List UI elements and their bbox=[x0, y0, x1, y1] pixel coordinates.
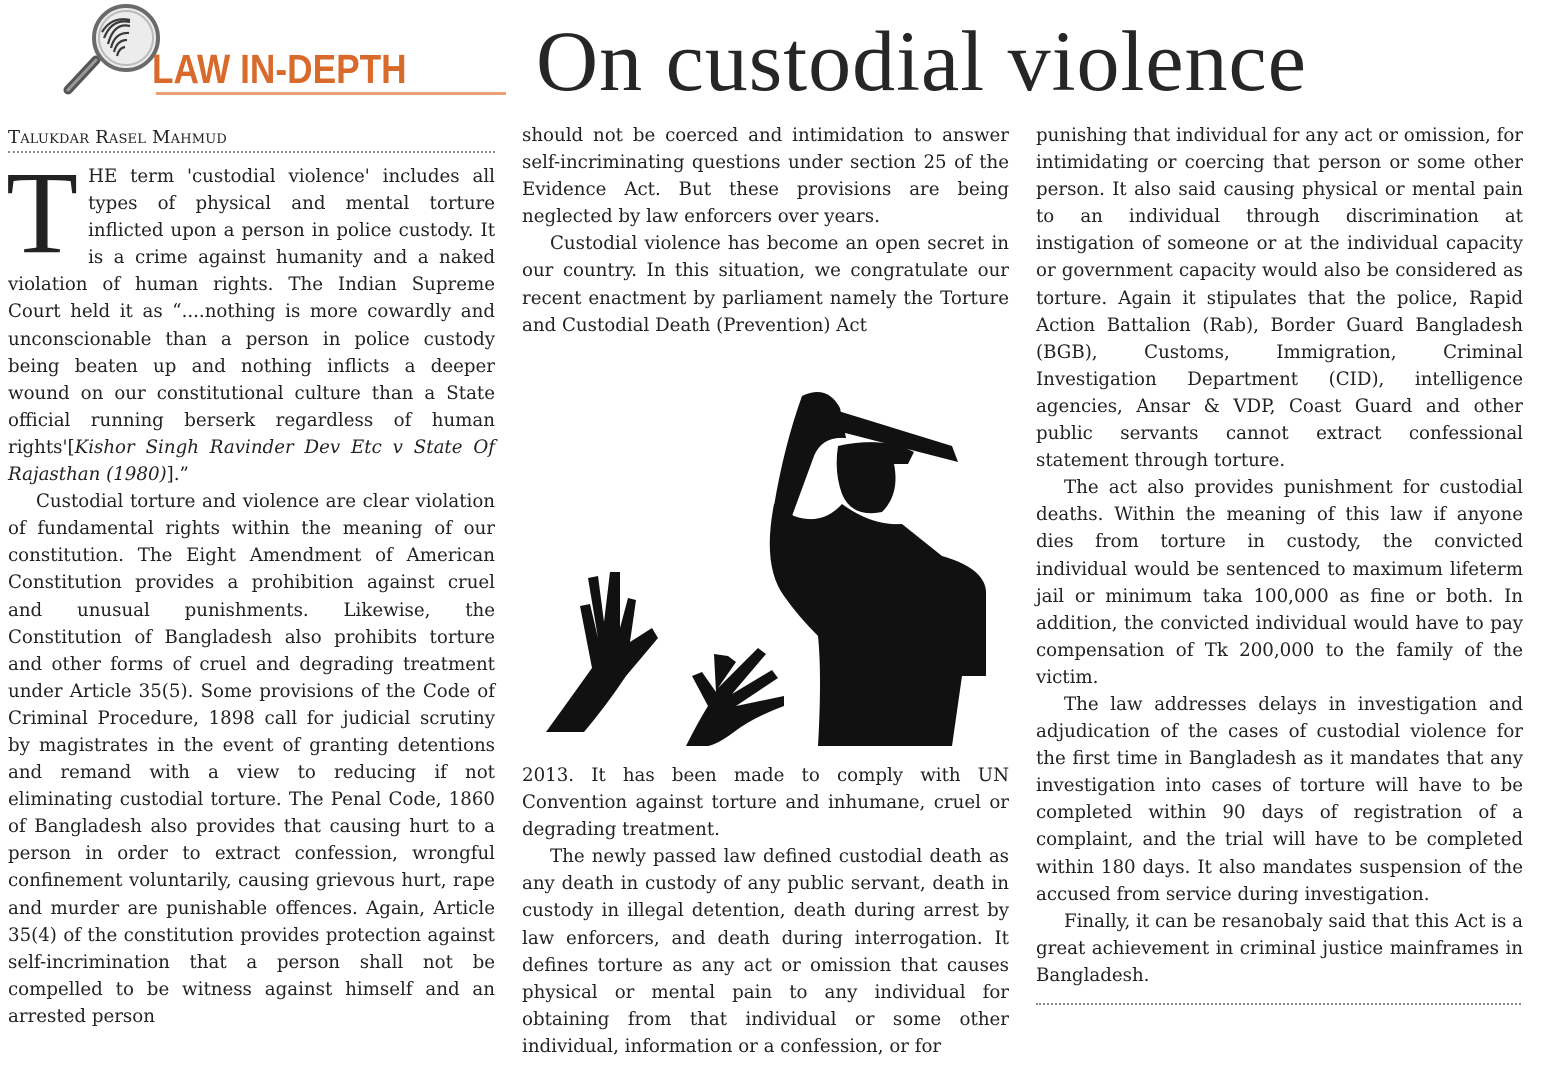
column-3 bbox=[1036, 122, 1523, 1005]
paragraph-10: Finally, it can be resanobaly said that this Act is a great achievement in criminal justice mainframes in Bangladesh. bbox=[1036, 910, 1523, 986]
column-2-bottom bbox=[522, 762, 1009, 1060]
column-2-top bbox=[522, 122, 1009, 339]
article-illustration bbox=[522, 376, 1009, 746]
paragraph-7: punishing that individual for any act or omission, for intimidating or coercing that person or some other person. It also said causing physical or mental pain to an individual through discrimination at instigation of someone or at the individual capacity or government capacity would also be considered as torture. Again it stipulates that the police, Rapid Action Battalion (Rab), Border Guard Bangladesh (BGB), Customs, Immigration, Criminal Investigation Department (CID), intelligence agencies, Ansar & VDP, Coast Guard and other public servants cannot extract confessional statement through torture. bbox=[1036, 125, 1523, 472]
paragraph-5: 2013. It has been made to comply with UN Convention against torture and inhumane, cruel or degrading treatment. bbox=[522, 765, 1009, 841]
paragraph-4: Custodial violence has become an open secret in our country. In this situation, we congratulate our recent enactment by parliament namely the Torture and Custodial Death (Prevention) Act bbox=[522, 233, 1009, 336]
section-label: LAW IN-DEPTH bbox=[152, 46, 407, 92]
drop-cap: T bbox=[6, 147, 79, 278]
police-baton-silhouette-icon bbox=[522, 376, 1009, 746]
byline-divider bbox=[8, 151, 495, 153]
case-citation: Kishor Singh Ravinder Dev Etc v State Of Rajasthan (1980) bbox=[8, 436, 495, 486]
section-underline bbox=[156, 92, 506, 95]
paragraph-3: should not be coerced and intimidation to answer self-incriminating questions under section 25 of the Evidence Act. But these provisions are being neglected by law enforcers over years. bbox=[522, 125, 1009, 228]
paragraph-8: The act also provides punishment for custodial deaths. Within the meaning of this law if anyone dies from torture in custody, the convicted individual would be sentenced to maximum lifeterm jail or minimum taka 100,000 as fine or both. In addition, the convicted individual would have to pay compensation of Tk 200,000 to the family of the victim. bbox=[1036, 477, 1523, 688]
article-headline: On custodial violence bbox=[536, 13, 1307, 109]
paragraph-1 bbox=[6, 147, 495, 488]
paragraph-6: The newly passed law defined custodial death as any death in custody of any public servant, death in custody in illegal detention, death during arrest by law enforcers, and death during interrogation. It defines torture as any act or omission that causes physical or mental pain to any individual for obtaining from that individual or some other individual, information or a confession, or for bbox=[522, 846, 1009, 1057]
article-end-divider bbox=[1036, 1003, 1521, 1005]
paragraph-1-tail: ].” bbox=[166, 464, 189, 486]
section-logo bbox=[60, 2, 460, 102]
byline: Talukdar Rasel Mahmud bbox=[8, 127, 228, 148]
article-header bbox=[0, 0, 1550, 118]
paragraph-2: Custodial torture and violence are clear violation of fundamental rights within the meaning of our constitution. The Eight Amendment of American Constitution provides a prohibition against cruel and unusual punishments. Likewise, the Constitution of Bangladesh also prohibits torture and other forms of cruel and degrading treatment under Article 35(5). Some provisions of the Code of Criminal Procedure, 1898 call for judicial scrutiny by magistrates in the event of granting detentions and remand with a view to reducing if not eliminating custodial torture. The Penal Code, 1860 of Bangladesh also provides that causing hurt to a person in order to extract confession, wrongful confinement voluntarily, causing grievous hurt, rape and murder are punishable offences. Again, Article 35(4) of the constitution provides protection against self-incrimination that a person shall not be compelled to be witness against himself and an arrested person bbox=[8, 491, 495, 1027]
column-1 bbox=[8, 122, 495, 1030]
paragraph-9: The law addresses delays in investigation and adjudication of the cases of custodial violence for the first time in Bangladesh as it mandates that any investigation into cases of torture will have to be completed within 90 days of registration of a complaint, and the trial will have to be completed within 180 days. It also mandates suspension of the accused from service during investigation. bbox=[1036, 693, 1523, 905]
paragraph-1-text: HE term 'custodial violence' includes all types of physical and mental torture inflicted upon a person in police custody. It is a crime against humanity and a naked violation of human rights. The Indian Supreme Court held it as “....nothing is more cowardly and unconscionable than a person in police custody being beaten up and nothing inflicts a deeper wound on our constitutional culture than a State official running berserk regardless of human rights'[ bbox=[8, 166, 495, 458]
